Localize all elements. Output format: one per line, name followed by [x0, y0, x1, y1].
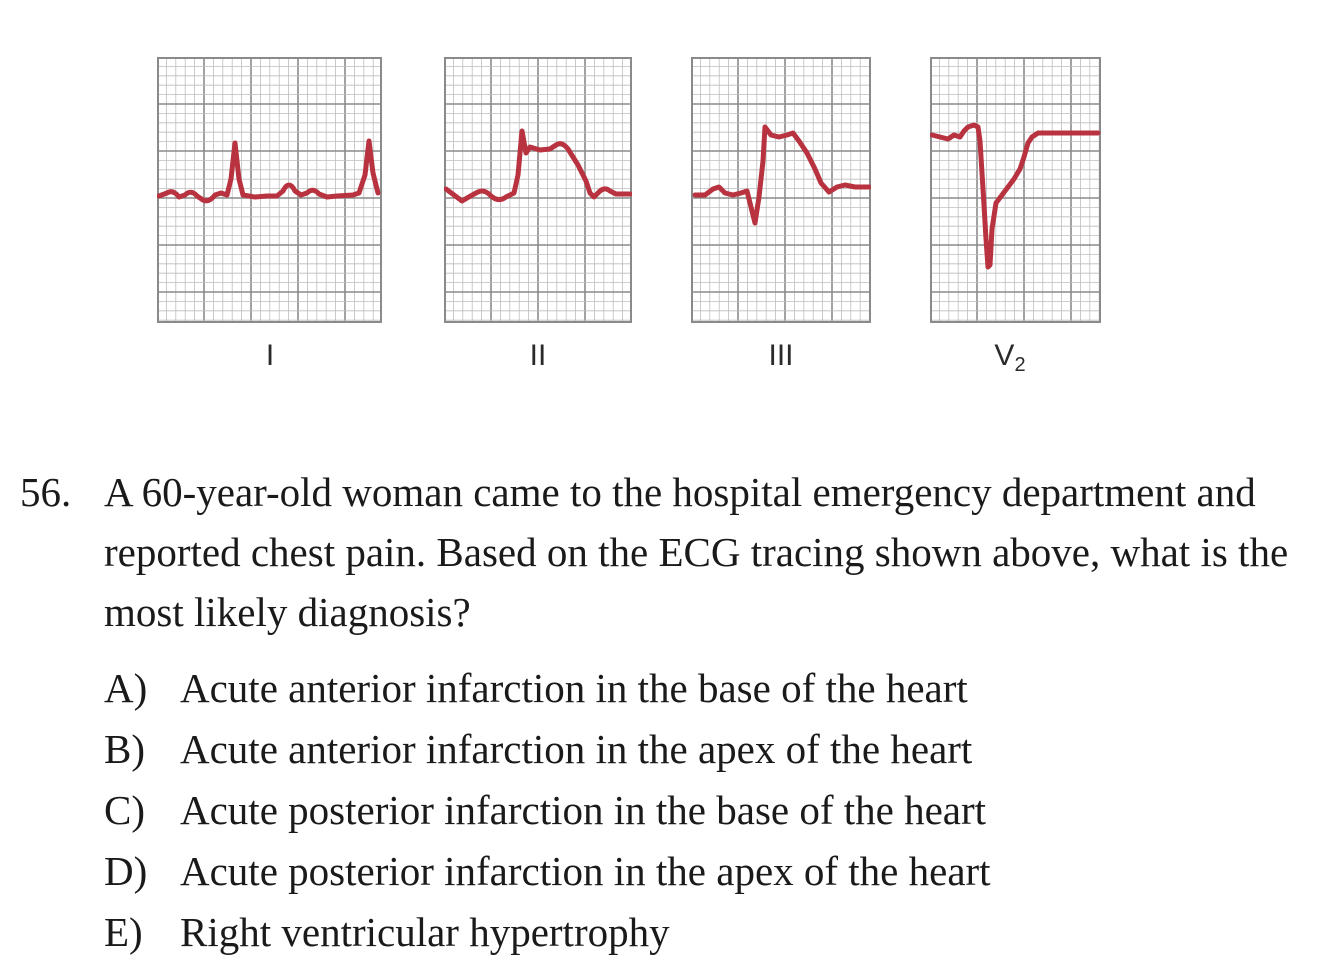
lead-label-v2 — [950, 336, 1070, 385]
option-letter: C) — [104, 787, 145, 833]
ecg-lead-i-panel — [157, 57, 382, 323]
option-text: Right ventricular hypertrophy — [180, 909, 670, 955]
answer-option-d[interactable] — [104, 841, 1324, 902]
lead-label-ii-text: II — [529, 339, 547, 372]
ecg-lead-v2-strip — [930, 57, 1101, 323]
ecg-lead-iii-panel — [691, 57, 871, 323]
lead-label-v2-text: V — [994, 339, 1015, 372]
question-text: A 60-year-old woman came to the hospital emergency department and reported chest pain. Based on the ECG tracing shown above, what is the most likely diagnosis? — [104, 469, 1289, 635]
ecg-lead-v2-panel — [930, 57, 1101, 323]
ecg-lead-iii-strip — [691, 57, 871, 323]
answer-options — [104, 658, 1324, 963]
option-text: Acute posterior infarction in the apex of the heart — [180, 848, 991, 894]
option-letter: B) — [104, 726, 145, 772]
answer-option-a[interactable] — [104, 658, 1324, 719]
option-letter: D) — [104, 848, 148, 894]
answer-option-e[interactable] — [104, 902, 1324, 963]
lead-label-iii — [721, 336, 841, 376]
ecg-lead-ii-panel — [444, 57, 632, 323]
lead-label-v2-subscript: 2 — [1014, 354, 1026, 376]
option-text: Acute anterior infarction in the base of the heart — [180, 665, 968, 711]
lead-label-i — [210, 336, 330, 376]
option-text: Acute anterior infarction in the apex of the heart — [180, 726, 973, 772]
lead-label-i-text: I — [265, 339, 275, 372]
lead-label-ii — [478, 336, 598, 376]
option-text: Acute posterior infarction in the base of the heart — [180, 787, 987, 833]
option-letter: A) — [104, 665, 148, 711]
lead-label-iii-text: III — [768, 339, 794, 372]
answer-option-b[interactable] — [104, 719, 1324, 780]
ecg-lead-i-strip — [157, 57, 382, 323]
answer-option-c[interactable] — [104, 780, 1324, 841]
question-number: 56. — [20, 469, 72, 515]
ecg-lead-ii-strip — [444, 57, 632, 323]
option-letter: E) — [104, 909, 143, 955]
